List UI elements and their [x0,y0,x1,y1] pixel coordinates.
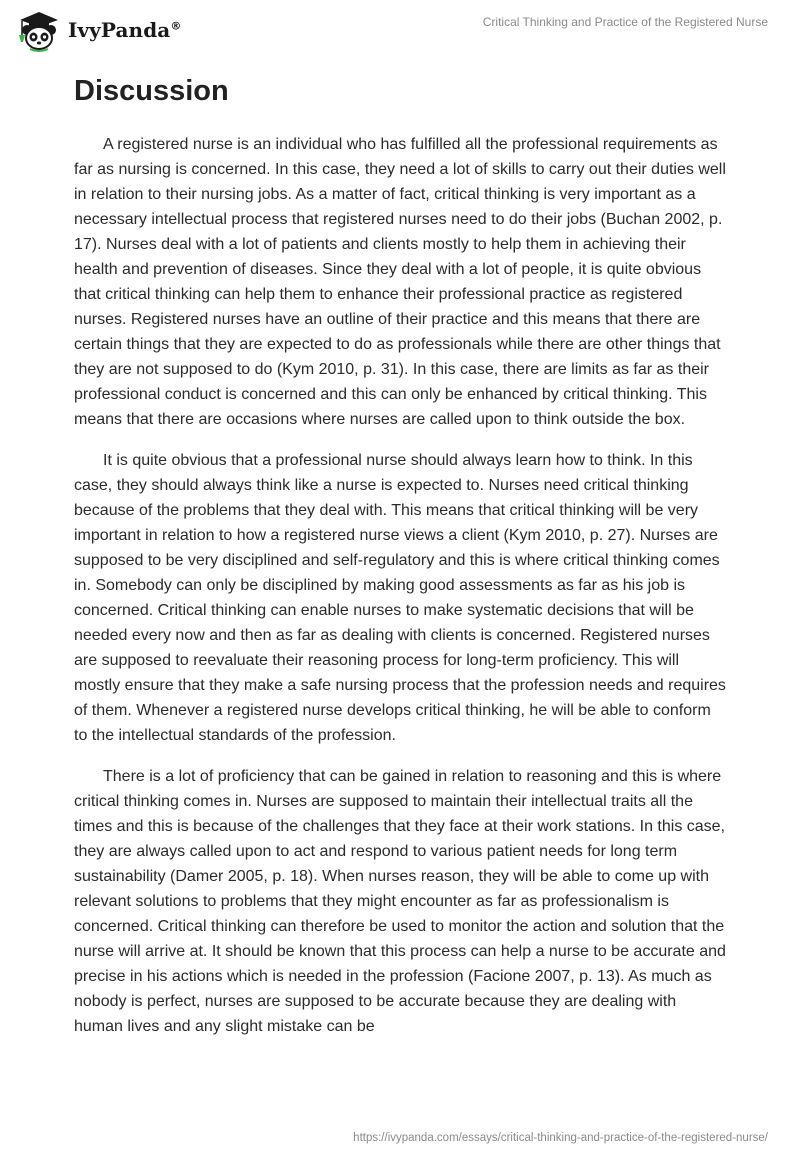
logo-wordmark [68,20,181,40]
logo-registered-mark: ® [170,19,182,33]
source-url[interactable]: https://ivypanda.com/essays/critical-thinking-and-practice-of-the-registered-nurse/ [353,1132,768,1144]
site-logo[interactable] [14,8,181,52]
section-heading: Discussion [74,75,229,107]
document-title: Critical Thinking and Practice of the Registered Nurse [482,15,768,29]
essay-content [74,72,726,1055]
panda-graduation-cap-icon [14,8,62,52]
paragraph: A registered nurse is an individual who has fulfilled all the professional requirements as far as nursing is concerned. In this case, they need a lot of skills to carry out their duties well in relation to their nursing jobs. As a matter of fact, critical thinking is very important as a necessary intellectual process that registered nurses need to do their jobs (Buchan 2002, p. 17). Nurses deal with a lot of patients and clients mostly to help them in achieving their health and prevention of diseases. Since they deal with a lot of people, it is quite obvious that critical thinking can help them to enhance their professional practice as registered nurses. Registered nurses have an outline of their practice and this means that there are certain things that they are expected to do as professionals while there are other things that they are not supposed to do (Kym 2010, p. 31). In this case, there are limits as far as their professional conduct is concerned and this can only be enhanced by critical thinking. This means that there are occasions where nurses are called upon to think outside the box. [74,136,726,428]
paragraph: It is quite obvious that a professional nurse should always learn how to think. In this case, they should always think like a nurse is expected to. Nurses need critical thinking because of the problems that they deal with. This means that critical thinking will be very important in relation to how a registered nurse views a client (Kym 2010, p. 27). Nurses are supposed to be very disciplined and self-regulatory and this is where critical thinking comes in. Somebody can only be disciplined by making good assessments as far as his job is concerned. Critical thinking can enable nurses to make systematic decisions that will be needed every now and then as far as dealing with clients is concerned. Registered nurses are supposed to reevaluate their reasoning process for long-term proficiency. This will mostly ensure that they make a safe nursing process that the profession needs and requires of them. Whenever a registered nurse develops critical thinking, he will be able to conform to the intellectual standards of the profession. [74,452,726,744]
page-header [0,0,800,60]
logo-text: IvyPanda [68,18,171,42]
paragraph: There is a lot of proficiency that can be gained in relation to reasoning and this is where critical thinking comes in. Nurses are supposed to maintain their intellectual traits all the times and this is because of the challenges that they face at their work stations. In this case, they are always called upon to act and respond to various patient needs for long term sustainability (Damer 2005, p. 18). When nurses reason, they will be able to come up with relevant solutions to problems that they might encounter as far as professionalism is concerned. Critical thinking can therefore be used to monitor the action and solution that the nurse will arrive at. It should be known that this process can help a nurse to be accurate and precise in his actions which is needed in the profession (Facione 2007, p. 13). As much as nobody is perfect, nurses are supposed to be accurate because they are dealing with human lives and any slight mistake can be [74,768,726,1035]
